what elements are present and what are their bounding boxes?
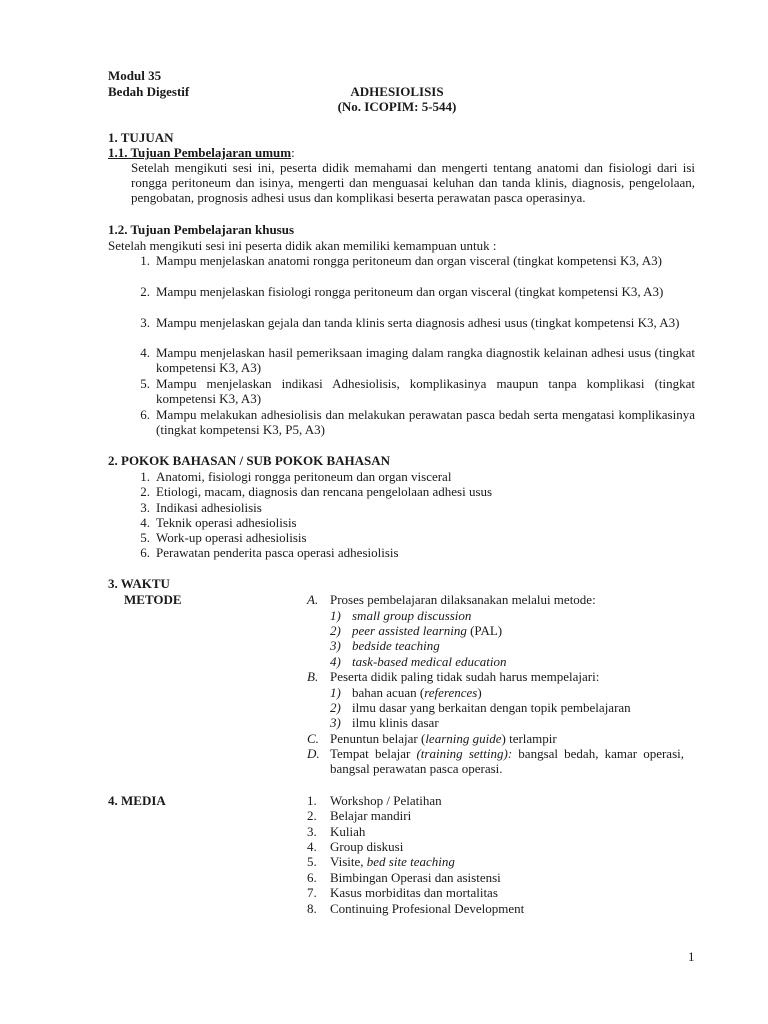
method-d-text [330, 746, 684, 776]
list-number: 3. [140, 500, 150, 515]
media-item-italic: bed site teaching [366, 854, 455, 869]
section-media-heading: 4. MEDIA [108, 793, 166, 808]
method-b-item: ilmu dasar yang berkaitan dengan topik pembelajaran [352, 700, 631, 715]
section-waktu-heading: 3. WAKTU [108, 576, 170, 591]
method-c-italic: learning guide [425, 731, 502, 746]
media-item: Group diskusi [330, 839, 404, 854]
method-b-item-number: 1) [330, 685, 341, 700]
list-text: Mampu menjelaskan anatomi rongga peritoneum dan organ visceral (tingkat kompetensi K3, A3) [156, 253, 662, 268]
media-item: Kuliah [330, 824, 366, 839]
method-a-item-number: 3) [330, 638, 341, 653]
method-a-item-plain: (PAL) [466, 623, 503, 638]
page-number: 1 [688, 949, 695, 964]
media-item-number: 4. [307, 839, 317, 854]
list-text: Teknik operasi adhesiolisis [156, 515, 297, 530]
method-a-item [352, 623, 502, 638]
media-item: Continuing Profesional Development [330, 901, 525, 916]
media-item-number: 7. [307, 885, 317, 900]
media-item-number: 6. [307, 870, 317, 885]
method-b-item: ilmu klinis dasar [352, 715, 439, 730]
media-item-number: 1. [307, 793, 317, 808]
method-letter: C. [307, 731, 319, 746]
list-number: 4. [140, 345, 150, 360]
method-a-item: small group discussion [352, 608, 472, 623]
list-number: 2. [140, 484, 150, 499]
method-b-item-number: 2) [330, 700, 341, 715]
method-c-text [330, 731, 557, 746]
method-d-post: bangsal bedah, kamar operasi, bangsal perawatan pasca operasi. [330, 746, 684, 777]
document-title: ADHESIOLISIS [350, 84, 444, 99]
method-a-item: task-based medical education [352, 654, 507, 669]
media-item-number: 5. [307, 854, 317, 869]
list-text: Mampu menjelaskan indikasi Adhesiolisis, komplikasinya maupun tanpa komplikasi (tingkat kompetensi K3, A3) [156, 376, 695, 407]
department-label: Bedah Digestif [108, 84, 190, 99]
method-c-pre: Penuntun belajar ( [330, 731, 426, 746]
tujuan-umum-heading: 1.1. Tujuan Pembelajaran umum [108, 145, 292, 160]
list-number: 3. [140, 315, 150, 330]
method-a-item-italic: peer assisted learning [352, 623, 467, 638]
method-letter: B. [307, 669, 319, 684]
method-b-item [352, 685, 482, 700]
media-item-number: 3. [307, 824, 317, 839]
modul-label: Modul 35 [108, 68, 162, 83]
media-item-number: 8. [307, 901, 317, 916]
method-d-italic: (training setting): [416, 746, 513, 761]
method-b-item-italic: references [424, 685, 478, 700]
list-text: Etiologi, macam, diagnosis dan rencana pengelolaan adhesi usus [156, 484, 493, 499]
list-number: 2. [140, 284, 150, 299]
media-item: Belajar mandiri [330, 808, 412, 823]
method-b-item-post: ) [477, 685, 482, 700]
list-text: Mampu melakukan adhesiolisis dan melakukan perawatan pasca bedah serta mengatasi komplikasinya (tingkat kompetensi K3, P5, A3) [156, 407, 695, 438]
method-b-text: Peserta didik paling tidak sudah harus mempelajari: [330, 669, 600, 684]
metode-label: METODE [124, 592, 182, 607]
method-a-item-number: 2) [330, 623, 341, 638]
list-text: Mampu menjelaskan fisiologi rongga peritoneum dan organ visceral (tingkat kompetensi K3, A3) [156, 284, 664, 299]
tujuan-khusus-heading: 1.2. Tujuan Pembelajaran khusus [108, 222, 295, 237]
media-item: Kasus morbiditas dan mortalitas [330, 885, 498, 900]
method-a-item-number: 1) [330, 608, 341, 623]
tujuan-umum-paragraph: Setelah mengikuti sesi ini, peserta didik memahami dan mengerti tentang anatomi dan fisiologi dari isi rongga peritoneum dan isinya, mengerti dan menguasai keluhan dan tanda klinis, diagnosis, pengelolaan, pengobatan, prognosis adhesi usus dan komplikasi beserta perawatan pasca operasinya. [131, 160, 695, 206]
icopim-code: (No. ICOPIM: 5-544) [337, 99, 457, 114]
tujuan-khusus-intro: Setelah mengikuti sesi ini peserta didik akan memiliki kemampuan untuk : [108, 238, 497, 253]
media-item: Bimbingan Operasi dan asistensi [330, 870, 501, 885]
list-number: 1. [140, 253, 150, 268]
list-number: 1. [140, 469, 150, 484]
list-text: Anatomi, fisiologi rongga peritoneum dan organ visceral [156, 469, 452, 484]
media-item [330, 854, 455, 869]
list-text: Mampu menjelaskan gejala dan tanda klinis serta diagnosis adhesi usus (tingkat kompetensi K3, A3) [156, 315, 680, 330]
media-item-number: 2. [307, 808, 317, 823]
list-number: 6. [140, 407, 150, 422]
tujuan-umum-heading-row [108, 145, 295, 160]
list-text: Mampu menjelaskan hasil pemeriksaan imaging dalam rangka diagnostik kelainan adhesi usus (tingkat kompetensi K3, A3) [156, 345, 695, 376]
tujuan-umum-colon: : [291, 145, 295, 160]
method-a-text: Proses pembelajaran dilaksanakan melalui metode: [330, 592, 596, 607]
list-number: 6. [140, 545, 150, 560]
list-number: 4. [140, 515, 150, 530]
method-b-item-pre: bahan acuan ( [352, 685, 425, 700]
list-number: 5. [140, 530, 150, 545]
method-letter: A. [307, 592, 319, 607]
media-item: Workshop / Pelatihan [330, 793, 442, 808]
list-text: Indikasi adhesiolisis [156, 500, 262, 515]
method-b-item-number: 3) [330, 715, 341, 730]
method-c-post: ) terlampir [501, 731, 557, 746]
method-a-item: bedside teaching [352, 638, 440, 653]
section-pokok-heading: 2. POKOK BAHASAN / SUB POKOK BAHASAN [108, 453, 391, 468]
section-tujuan-heading: 1. TUJUAN [108, 130, 174, 145]
list-text: Work-up operasi adhesiolisis [156, 530, 307, 545]
method-a-item-number: 4) [330, 654, 341, 669]
list-number: 5. [140, 376, 150, 391]
method-letter: D. [307, 746, 320, 761]
list-text: Perawatan penderita pasca operasi adhesiolisis [156, 545, 399, 560]
method-d-pre: Tempat belajar [330, 746, 417, 761]
media-item-plain: Visite, [330, 854, 367, 869]
